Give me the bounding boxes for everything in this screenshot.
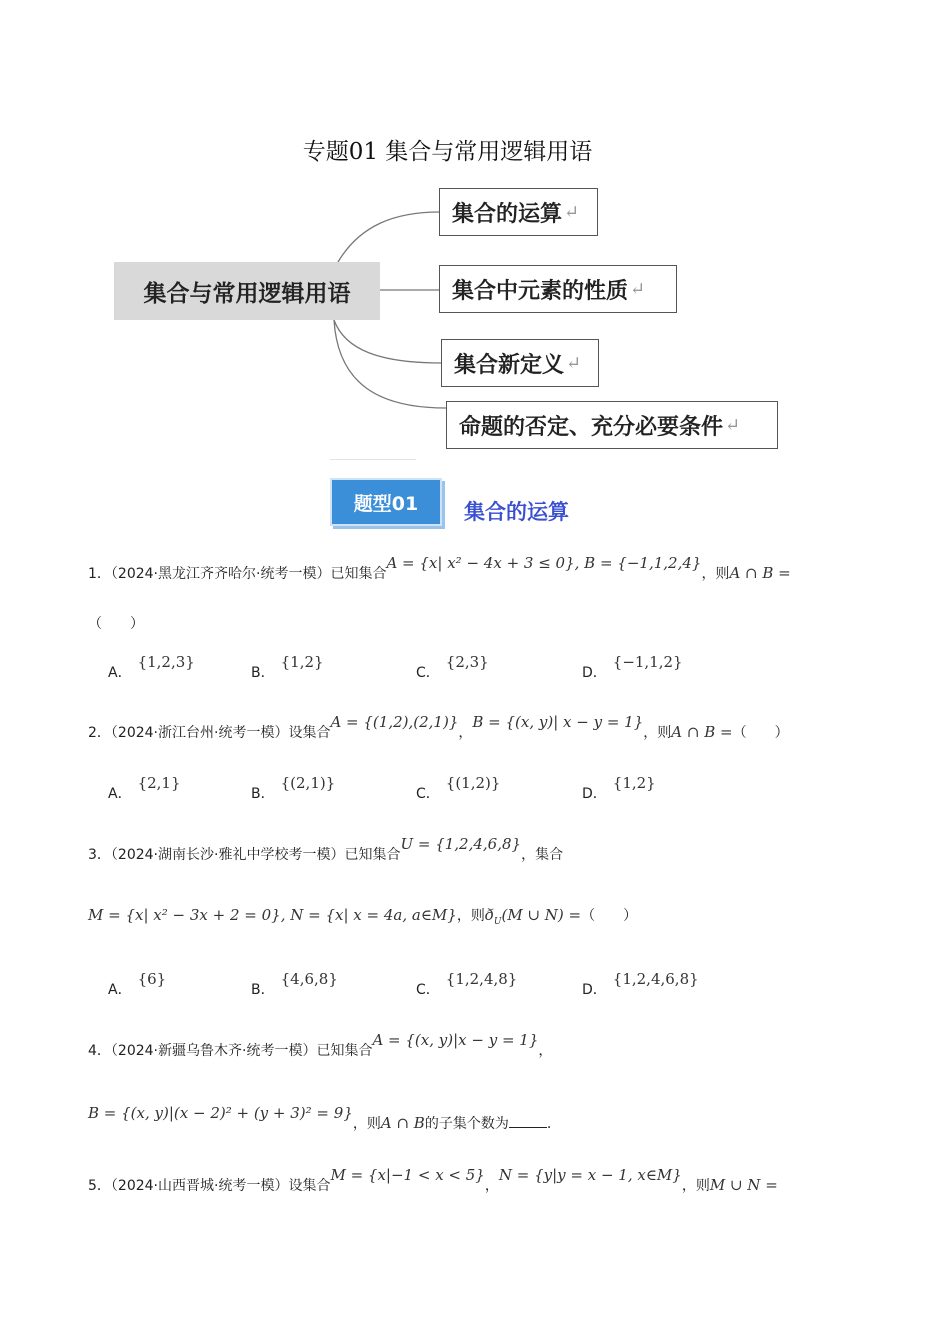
- option-label: C．: [416, 786, 440, 802]
- question-source: （2024·湖南长沙·雅礼中学校考一模）已知集合: [110, 847, 401, 863]
- mindmap-branch-logic: [446, 401, 778, 449]
- answer-blank[interactable]: [509, 1115, 547, 1128]
- question-math: A ∩ B =: [729, 564, 791, 582]
- question-math: U = {1,2,4,6,8}: [400, 835, 522, 853]
- option-d: [582, 970, 699, 999]
- option-value: {1,2,4,6,8}: [612, 970, 699, 988]
- return-mark-icon: ↵: [566, 352, 582, 374]
- section-title: 集合的运算: [464, 500, 569, 524]
- question-source: （2024·新疆乌鲁木齐·统考一模）已知集合: [110, 1043, 373, 1059]
- question-number: 5．: [88, 1178, 111, 1194]
- option-d: [582, 774, 656, 803]
- page-title: 专题01 集合与常用逻辑用语: [302, 139, 593, 165]
- question-paren: （ ）: [732, 725, 789, 741]
- option-b: [251, 774, 336, 803]
- branch-label: 集合新定义: [454, 351, 565, 378]
- question-4: [88, 1031, 553, 1060]
- question-text: ，则: [456, 908, 485, 924]
- branch-label: 集合中元素的性质: [452, 277, 629, 304]
- question-3-line-2: [88, 905, 637, 927]
- option-c: [416, 970, 518, 999]
- option-label: D．: [582, 786, 607, 802]
- option-a: [108, 970, 167, 999]
- question-1: [88, 554, 791, 583]
- question-text: ，: [538, 1043, 553, 1059]
- option-value: {(2,1)}: [280, 774, 336, 792]
- option-c: [416, 774, 501, 803]
- question-math: N = {y|y = x − 1, x∈M}: [498, 1166, 682, 1184]
- question-math: M = {x| x² − 3x + 2 = 0}, N = {x| x = 4a, a∈M}: [88, 906, 457, 924]
- question-number: 4．: [88, 1043, 111, 1059]
- section-badge: 题型01: [330, 478, 442, 526]
- question-text: ，则: [352, 1116, 381, 1132]
- question-paren: （ ）: [581, 908, 638, 924]
- option-label: C．: [416, 982, 440, 998]
- question-math: A = {(x, y)|x − y = 1}: [372, 1031, 539, 1049]
- branch-label: 集合的运算: [452, 200, 563, 227]
- section-divider: [330, 459, 416, 460]
- question-text: .: [546, 1116, 552, 1132]
- return-mark-icon: ↵: [564, 201, 580, 223]
- question-number: 3．: [88, 847, 111, 863]
- return-mark-icon: ↵: [725, 414, 741, 436]
- option-value: {6}: [137, 970, 167, 988]
- question-math: B = {(x, y)|(x − 2)² + (y + 3)² = 9}: [88, 1104, 353, 1122]
- complement-symbol: $ð_U$: [484, 906, 502, 927]
- option-b: [251, 970, 338, 999]
- option-value: {4,6,8}: [280, 970, 338, 988]
- option-label: B．: [251, 786, 275, 802]
- question-5: [88, 1166, 778, 1195]
- question-math: (M ∪ N) =: [501, 906, 582, 924]
- question-2: [88, 713, 789, 742]
- question-4-line-2: [88, 1104, 552, 1133]
- question-source: （2024·山西晋城·统考一模）设集合: [110, 1178, 331, 1194]
- option-value: {2,1}: [137, 774, 181, 792]
- question-math: M ∪ N =: [709, 1176, 778, 1194]
- branch-label: 命题的否定、充分必要条件: [459, 413, 724, 440]
- option-a: [108, 653, 195, 682]
- question-number: 1．: [88, 566, 111, 582]
- question-3: [88, 835, 564, 864]
- option-label: D．: [582, 982, 607, 998]
- option-label: B．: [251, 982, 275, 998]
- option-label: D．: [582, 665, 607, 681]
- return-mark-icon: ↵: [630, 278, 646, 300]
- question-math: A = {x| x² − 4x + 3 ≤ 0}, B = {−1,1,2,4}: [386, 554, 702, 572]
- option-b: [251, 653, 324, 682]
- option-c: [416, 653, 489, 682]
- option-value: {1,2}: [612, 774, 656, 792]
- option-value: {1,2}: [280, 653, 324, 671]
- option-label: C．: [416, 665, 440, 681]
- question-text: 的子集个数为: [424, 1116, 509, 1132]
- option-label: A．: [108, 982, 132, 998]
- question-math: B = {(x, y)| x − y = 1}: [472, 713, 644, 731]
- question-text: ，则: [643, 725, 672, 741]
- question-math: A = {(1,2),(2,1)}: [330, 713, 459, 731]
- question-source: （2024·浙江台州·统考一模）设集合: [110, 725, 331, 741]
- option-value: {−1,1,2}: [612, 653, 683, 671]
- mindmap-root: 集合与常用逻辑用语: [114, 262, 380, 320]
- question-text: ，: [484, 1178, 499, 1194]
- option-label: A．: [108, 786, 132, 802]
- question-math: A ∩ B: [380, 1114, 425, 1132]
- option-a: [108, 774, 181, 803]
- question-math: M = {x|−1 < x < 5}: [330, 1166, 485, 1184]
- question-number: 2．: [88, 725, 111, 741]
- question-math: A ∩ B =: [671, 723, 733, 741]
- question-paren: （ ）: [88, 616, 144, 632]
- question-text: ，: [458, 725, 473, 741]
- option-d: [582, 653, 683, 682]
- question-text: ，则: [701, 566, 730, 582]
- option-value: {(1,2)}: [445, 774, 501, 792]
- option-value: {2,3}: [445, 653, 489, 671]
- question-source: （2024·黑龙江齐齐哈尔·统考一模）已知集合: [110, 566, 387, 582]
- mindmap-branch-new-definition: [441, 339, 599, 387]
- option-value: {1,2,3}: [137, 653, 195, 671]
- question-text: ，集合: [521, 847, 564, 863]
- question-text: ，则: [681, 1178, 710, 1194]
- option-label: B．: [251, 665, 275, 681]
- option-value: {1,2,4,8}: [445, 970, 518, 988]
- mindmap-branch-set-operations: [439, 188, 598, 236]
- mindmap-branch-element-properties: [439, 265, 677, 313]
- option-label: A．: [108, 665, 132, 681]
